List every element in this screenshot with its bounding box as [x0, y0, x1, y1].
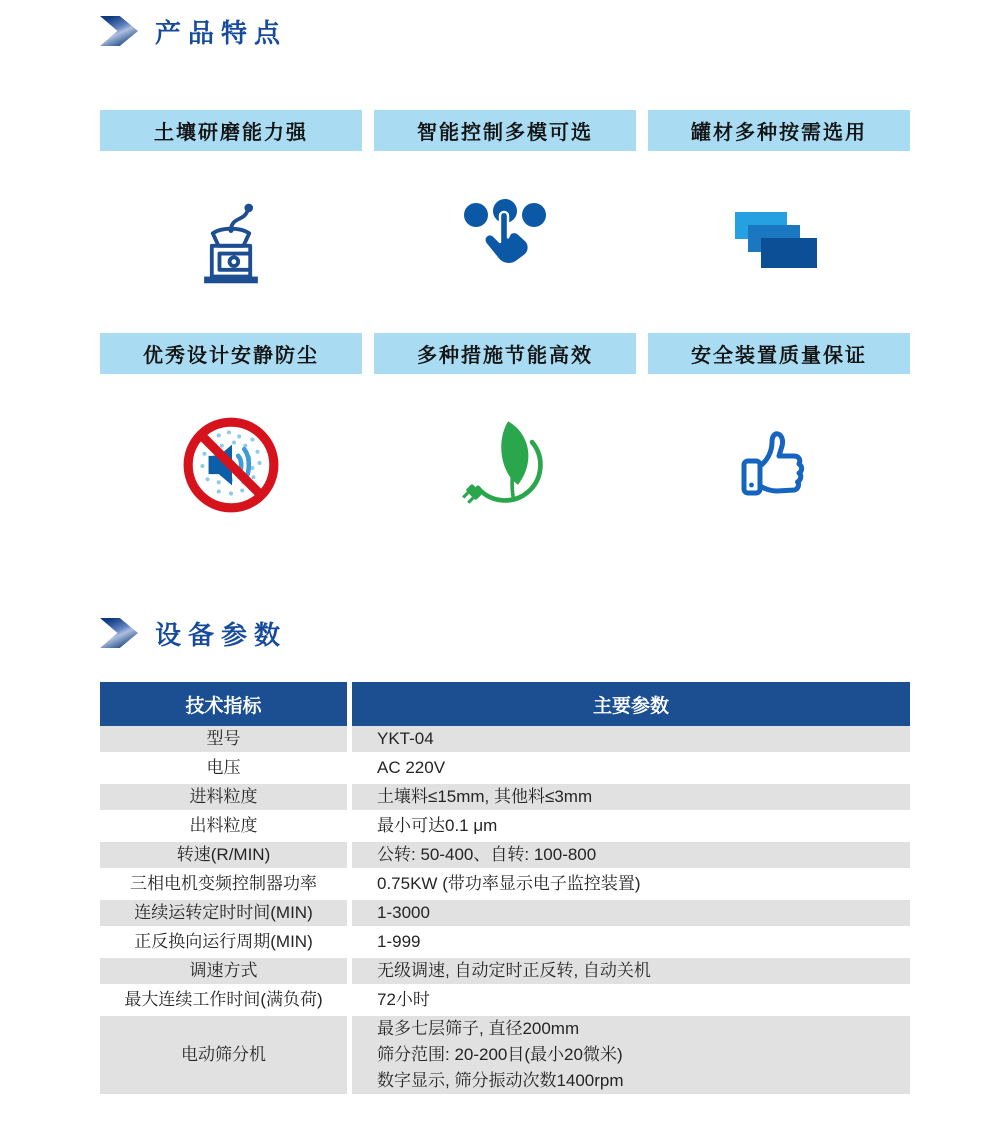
table-row	[100, 755, 910, 784]
features-section-title: 产品特点	[155, 17, 288, 48]
table-row	[100, 726, 910, 755]
feature-card	[374, 333, 636, 556]
params-section	[100, 616, 910, 1097]
feature-card	[100, 333, 362, 556]
param-value: 1-999	[352, 929, 910, 958]
param-value: AC 220V	[352, 755, 910, 784]
params-section-header	[100, 616, 910, 650]
table-row	[100, 871, 910, 900]
param-label: 出料粒度	[100, 813, 352, 842]
param-label: 电动筛分机	[100, 1016, 352, 1097]
thumbs-up-icon	[648, 374, 910, 556]
param-value: 土壤料≤15mm, 其他料≤3mm	[352, 784, 910, 813]
param-label: 最大连续工作时间(满负荷)	[100, 987, 352, 1016]
feature-card-title: 土壤研磨能力强	[100, 110, 362, 151]
param-value: 无级调速, 自动定时正反转, 自动关机	[352, 958, 910, 987]
eco-leaf-plug-icon	[374, 374, 636, 556]
feature-card	[648, 110, 910, 333]
table-row	[100, 784, 910, 813]
table-row	[100, 958, 910, 987]
param-value: 最小可达0.1 μm	[352, 813, 910, 842]
feature-card-title: 智能控制多模可选	[374, 110, 636, 151]
feature-card	[374, 110, 636, 333]
product-page	[100, 0, 910, 1097]
param-label: 型号	[100, 726, 352, 755]
param-label: 正反换向运行周期(MIN)	[100, 929, 352, 958]
table-row	[100, 929, 910, 958]
param-value: 最多七层筛子, 直径200mm 筛分范围: 20-200目(最小20微米) 数字显示, 筛分振动次数1400rpm	[352, 1016, 910, 1097]
feature-card-title: 罐材多种按需选用	[648, 110, 910, 151]
param-value: 0.75KW (带功率显示电子监控装置)	[352, 871, 910, 900]
feature-card	[100, 110, 362, 333]
table-row	[100, 900, 910, 929]
grinder-icon	[100, 151, 362, 333]
params-section-title: 设备参数	[155, 619, 288, 650]
table-row	[100, 1016, 910, 1097]
double-chevron-icon	[100, 618, 138, 648]
param-label: 调速方式	[100, 958, 352, 987]
double-chevron-icon	[100, 16, 138, 46]
feature-card-title: 安全装置质量保证	[648, 333, 910, 374]
param-value: 公转: 50-400、自转: 100-800	[352, 842, 910, 871]
features-grid	[100, 110, 910, 556]
features-section	[100, 14, 910, 556]
table-row	[100, 842, 910, 871]
table-row	[100, 813, 910, 842]
feature-card-title: 优秀设计安静防尘	[100, 333, 362, 374]
stacked-plates-icon	[648, 151, 910, 333]
no-noise-dust-icon	[100, 374, 362, 556]
param-label: 进料粒度	[100, 784, 352, 813]
param-label: 三相电机变频控制器功率	[100, 871, 352, 900]
table-row	[100, 987, 910, 1016]
features-section-header	[100, 14, 910, 48]
param-value: 72小时	[352, 987, 910, 1016]
table-header-values: 主要参数	[352, 682, 910, 726]
param-label: 电压	[100, 755, 352, 784]
table-header-row	[100, 682, 910, 726]
params-table	[100, 682, 910, 1097]
param-value: 1-3000	[352, 900, 910, 929]
params-table-body	[100, 726, 910, 1097]
param-label: 转速(R/MIN)	[100, 842, 352, 871]
feature-card	[648, 333, 910, 556]
hand-press-buttons-icon	[374, 151, 636, 333]
table-header-indicator: 技术指标	[100, 682, 352, 726]
param-value: YKT-04	[352, 726, 910, 755]
param-label: 连续运转定时时间(MIN)	[100, 900, 352, 929]
feature-card-title: 多种措施节能高效	[374, 333, 636, 374]
